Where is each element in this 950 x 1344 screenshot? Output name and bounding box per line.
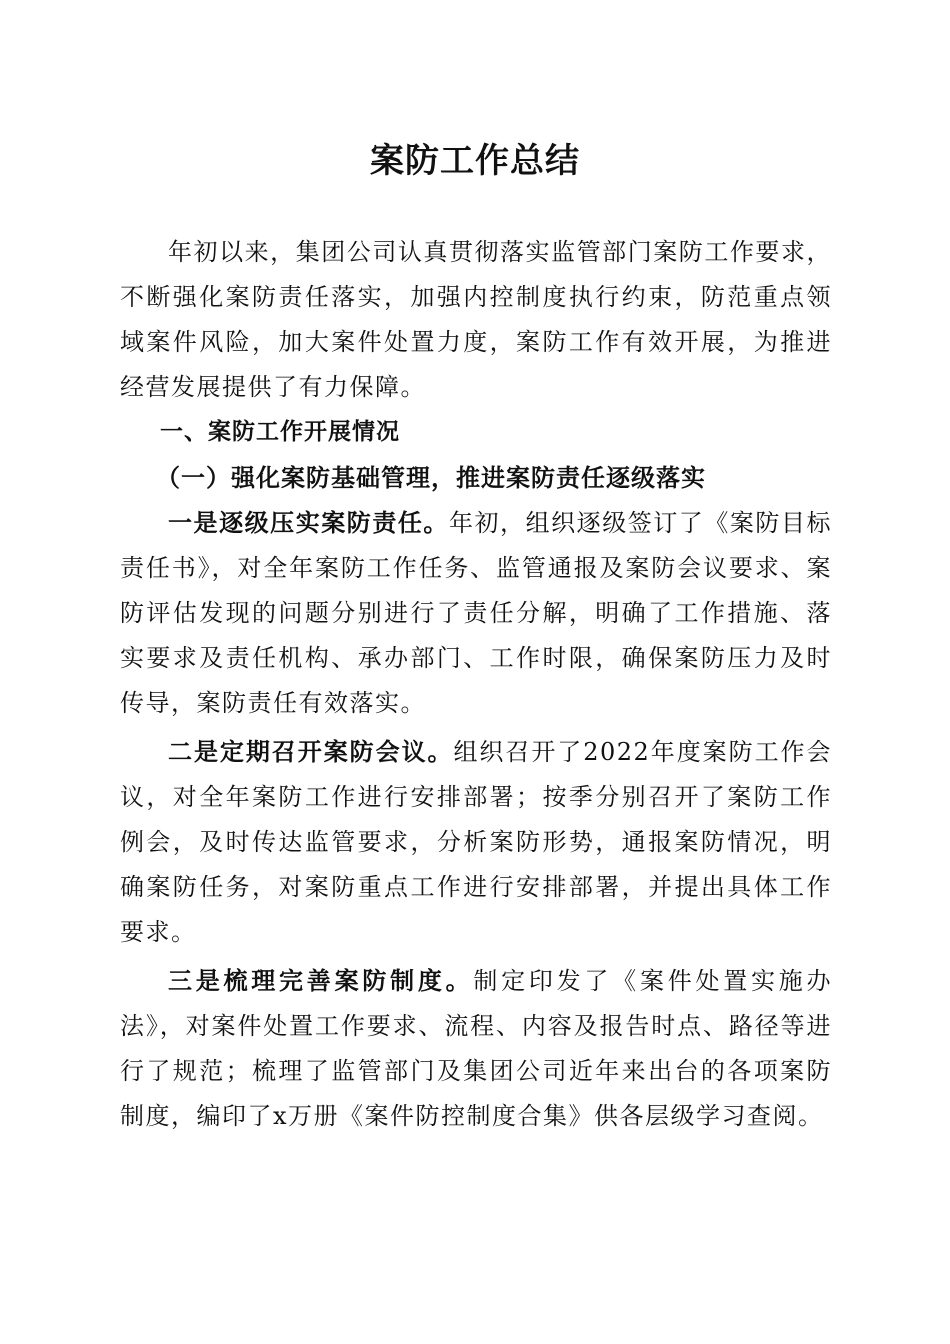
section-heading-1: 一、案防工作开展情况: [160, 419, 400, 445]
subsection-heading-1: （一）强化案防基础管理，推进案防责任逐级落实: [156, 463, 706, 492]
item-text-3: 制定印发了《案件处置实施办法》，对案件处置工作要求、流程、内容及报告时点、路径等进行了规范；梳理了监管部门及集团公司近年来出台的各项案防制度，编印了x万册《案件防控制度合集》供各层级学习查阅。: [120, 967, 833, 1130]
item-text-1: 年初，组织逐级签订了《案防目标责任书》，对全年案防工作任务、监管通报及案防会议要求、案防评估发现的问题分别进行了责任分解，明确了工作措施、落实要求及责任机构、承办部门、工作时限，确保案防压力及时传导，案防责任有效落实。: [120, 509, 833, 717]
item-paragraph-3: [120, 958, 832, 1139]
item-paragraph-2: [120, 729, 832, 955]
item-text-2: 组织召开了2022年度案防工作会议，对全年案防工作进行安排部署；按季分别召开了案防工作例会，及时传达监管要求，分析案防形势，通报案防情况，明确案防任务，对案防重点工作进行安排部署，并提出具体工作要求。: [120, 738, 832, 946]
intro-paragraph: 年初以来，集团公司认真贯彻落实监管部门案防工作要求，不断强化案防责任落实，加强内控制度执行约束，防范重点领域案件风险，加大案件处置力度，案防工作有效开展，为推进经营发展提供了有力保障。: [120, 238, 832, 401]
item-lead-2: 二是定期召开案防会议。: [168, 737, 454, 766]
item-paragraph-1: [120, 500, 832, 726]
document-title: 案防工作总结: [370, 141, 580, 181]
item-lead-3: 三是梳理完善案防制度。: [168, 966, 474, 995]
document-body: [120, 230, 832, 1139]
item-lead-1: 一是逐级压实案防责任。: [168, 508, 449, 537]
